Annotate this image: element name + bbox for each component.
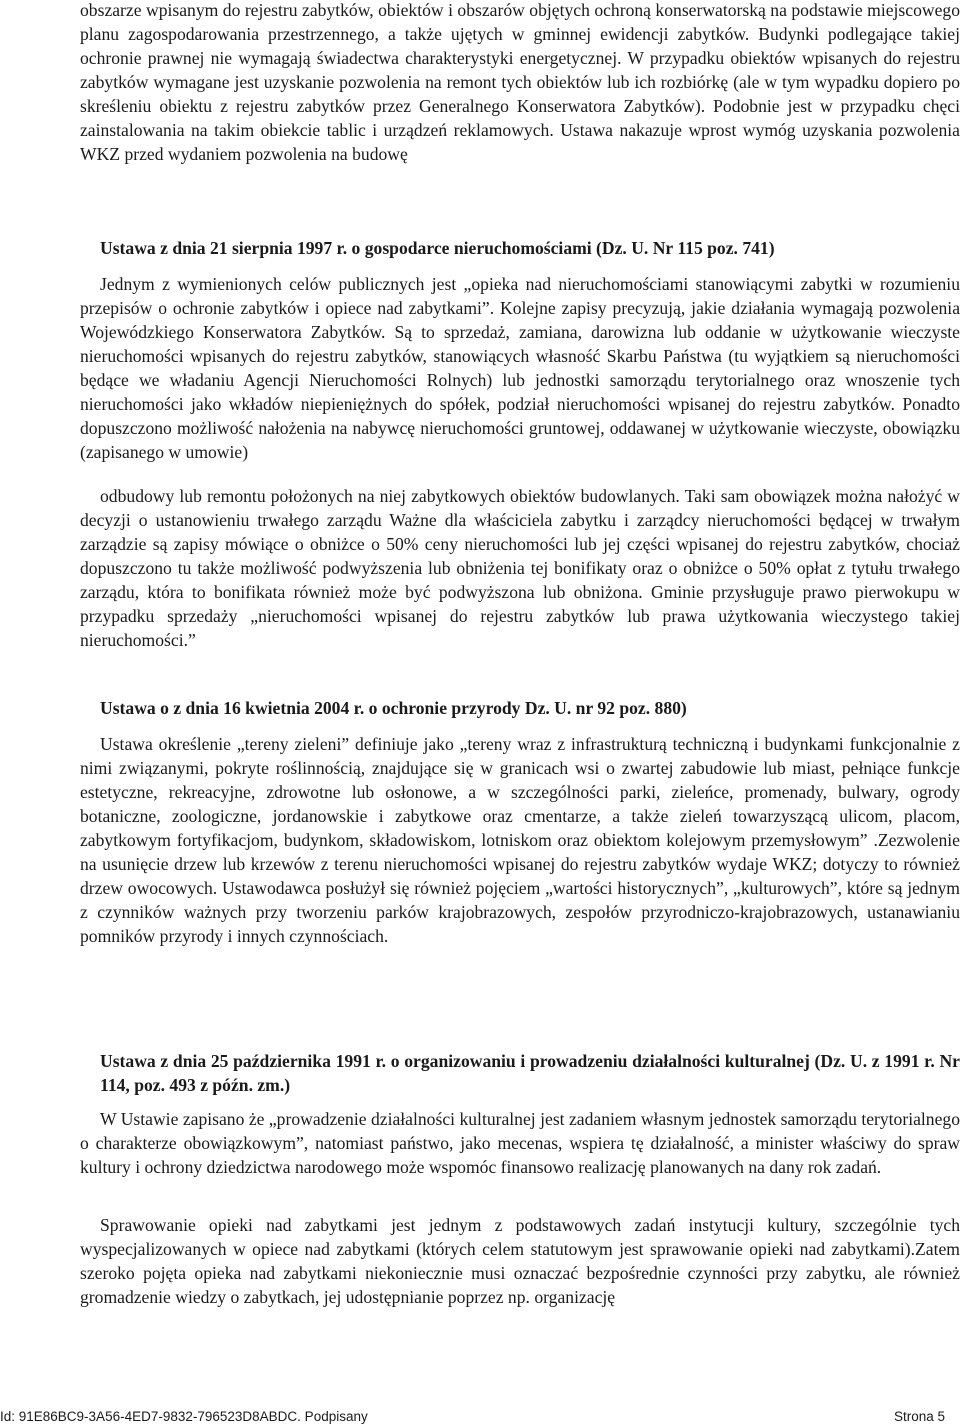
paragraph: Ustawa określenie „tereny zieleni” definiuje jako „tereny wraz z infrastrukturą techniczną i budynkami funkcjonalnie z nimi związanymi, pokryte roślinnością, znajdujące się w granicach wsi o zwartej zabudowie lub miast, pełniące funkcje estetyczne, rekreacyjne, zdrowotne lub osłonowe, a w szczególności parki, zieleńce, promenady, bulwary, ogrody botaniczne, zoologiczne, jordanowskie i zabytkowe oraz cmentarze, a także zieleń towarzyszącą ulicom, placom, zabytkowym fortyfikacjom, budynkom, składowiskom, lotniskom oraz obiektom kolejowym przemysłowym” .Zezwolenie na usunięcie drzew lub krzewów z terenu nieruchomości wpisanej do rejestru zabytków wydaje WKZ; dotyczy to również drzew owocowych. Ustawodawca posłużył się również pojęciem „wartości historycznych”, „kulturowych”, które są jednym z czynników ważnych przy tworzeniu parków krajobrazowych, zespołów przyrodniczo-krajobrazowych, ustanawianiu pomników przyrody i innych czynnościach. xyxy=(80,734,960,946)
section-heading: Ustawa z dnia 25 października 1991 r. o organizowaniu i prowadzeniu działalności kulturalnej (Dz. U. z 1991 r. Nr 114, poz. 493 z późn. zm.) xyxy=(100,1051,960,1095)
section-heading: Ustawa z dnia 21 sierpnia 1997 r. o gospodarce nieruchomościami (Dz. U. Nr 115 poz. 741) xyxy=(100,238,775,258)
paragraph: W Ustawie zapisano że „prowadzenie działalności kulturalnej jest zadaniem własnym jednostek samorządu terytorialnego o charakterze obowiązkowym”, natomiast państwo, jako mecenas, wspiera tę działalność, a minister właściwy do spraw kultury i ochrony dziedzictwa narodowego może wspomóc finansowo realizację planowanych na dany rok zadań. xyxy=(80,1109,960,1177)
page-number: Strona 5 xyxy=(893,1409,945,1424)
section-heading: Ustawa o z dnia 16 kwietnia 2004 r. o ochronie przyrody Dz. U. nr 92 poz. 880) xyxy=(100,698,687,718)
paragraph: Sprawowanie opieki nad zabytkami jest jednym z podstawowych zadań instytucji kultury, szczególnie tych wyspecjalizowanych w opiece nad zabytkami (których celem statutowym jest sprawowanie opieki nad zabytkami).Zatem szeroko pojęta opieka nad zabytkami niekoniecznie musi oznaczać bezpośrednie czynności przy zabytku, ale również gromadzenie wiedzy o zabytkach, jej udostępnianie poprzez np. organizację xyxy=(80,1215,960,1307)
paragraph: odbudowy lub remontu położonych na niej zabytkowych obiektów budowlanych. Taki sam obowiązek można nałożyć w decyzji o ustanowieniu trwałego zarządu Ważne dla właściciela zabytku i zarządcy nieruchomości będącej w trwałym zarządzie są zapisy mówiące o obniżce o 50% ceny nieruchomości lub jej części wpisanej do rejestru zabytków, chociaż dopuszczono tu także możliwość podwyższenia lub obniżenia tej bonifikaty oraz o obniżce o 50% opłat z tytułu trwałego zarządu, która to bonifikata również może być podwyższona lub obniżona. Gminie przysługuje prawo pierwokupu w przypadku sprzedaży „nieruchomości wpisanej do rejestru zabytków lub prawa użytkowania wieczystego takiej nieruchomości.” xyxy=(80,486,960,650)
paragraph: Jednym z wymienionych celów publicznych jest „opieka nad nieruchomościami stanowiącymi zabytki w rozumieniu przepisów o ochronie zabytków i opiece nad zabytkami”. Kolejne zapisy precyzują, jakie działania wymagają pozwolenia Wojewódzkiego Konserwatora Zabytków. Są to sprzedaż, zamiana, darowizna lub oddanie w użytkowanie wieczyste nieruchomości wpisanych do rejestru zabytków, stanowiących własność Skarbu Państwa (tu wyjątkiem są nieruchomości będące we władaniu Agencji Nieruchomości Rolnych) lub jednostki samorządu terytorialnego oraz wnoszenie tych nieruchomości jako wkładów niepieniężnych do spółek, podział nieruchomości wpisanej do rejestru zabytków. Ponadto dopuszczono możliwość nałożenia na nabywcę nieruchomości gruntowej, oddawanej w użytkowanie wieczyste, obowiązku (zapisanego w umowie) xyxy=(80,274,960,462)
paragraph: obszarze wpisanym do rejestru zabytków, obiektów i obszarów objętych ochroną konserwatorską na podstawie miejscowego planu zagospodarowania przestrzennego, a także ujętych w gminnej ewidencji zabytków. Budynki podlegające takiej ochronie prawnej nie wymagają świadectwa charakterystyki energetycznej. W przypadku obiektów wpisanych do rejestru zabytków wymagane jest uzyskanie pozwolenia na remont tych obiektów lub ich rozbiórkę (ale w tym wypadku dopiero po skreśleniu obiektu z rejestru zabytków przez Generalnego Konserwatora Zabytków). Podobnie jest w przypadku chęci zainstalowania na takim obiekcie tablic i urządzeń reklamowych. Ustawa nakazuje wprost wymóg uzyskania pozwolenia WKZ przed wydaniem pozwolenia na budowę xyxy=(80,0,960,164)
document-id-signature: Id: 91E86BC9-3A56-4ED7-9832-796523D8ABDC. Podpisany xyxy=(0,1409,368,1424)
